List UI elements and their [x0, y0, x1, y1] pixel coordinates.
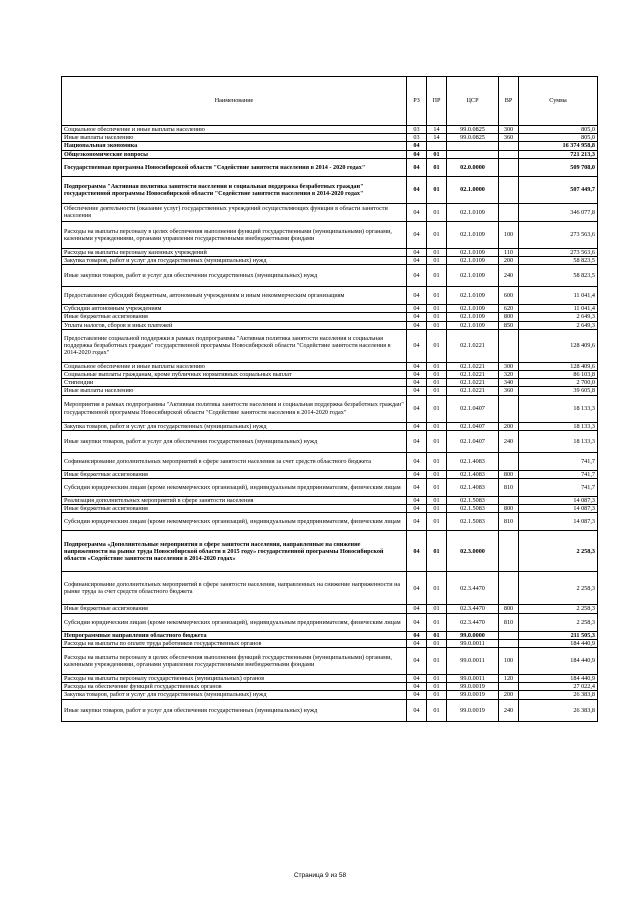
cell-pr: 01 [427, 430, 447, 452]
cell-name: Общеэкономические вопросы [62, 150, 407, 158]
table-row [62, 452, 598, 470]
cell-csr: 02.1.0407 [447, 395, 499, 422]
table-row [62, 683, 598, 691]
cell-rz: 04 [407, 691, 427, 699]
cell-rz: 04 [407, 479, 427, 497]
cell-rz: 04 [407, 362, 427, 370]
cell-vr: 320 [499, 371, 519, 379]
header-vr: ВР [499, 77, 519, 126]
cell-name: Субсидии юридическим лицам (кроме некоммерческих организаций), индивидуальным предпринимателям, физическим лицам [62, 613, 407, 631]
cell-sum: 273 563,6 [519, 221, 598, 248]
cell-csr: 99.0.0019 [447, 691, 499, 699]
cell-vr [499, 452, 519, 470]
cell-pr: 01 [427, 422, 447, 430]
cell-pr: 01 [427, 513, 447, 531]
cell-csr: 02.3.4470 [447, 572, 499, 605]
cell-name: Уплата налогов, сборов и иных платежей [62, 321, 407, 329]
table-row [62, 150, 598, 158]
cell-pr: 01 [427, 379, 447, 387]
cell-pr: 01 [427, 631, 447, 639]
cell-pr: 01 [427, 150, 447, 158]
cell-csr: 02.1.0109 [447, 257, 499, 265]
cell-rz: 04 [407, 305, 427, 313]
cell-name: Иные выплаты населению [62, 387, 407, 395]
cell-rz: 04 [407, 313, 427, 321]
table-row [62, 639, 598, 647]
cell-sum: 2 258,3 [519, 531, 598, 572]
cell-sum: 184 440,9 [519, 648, 598, 675]
cell-vr: 240 [499, 430, 519, 452]
cell-name: Иные бюджетные ассигнования [62, 605, 407, 613]
table-row [62, 313, 598, 321]
cell-vr [499, 158, 519, 176]
cell-sum: 805,0 [519, 126, 598, 134]
cell-name: Субсидии юридическим лицам (кроме некоммерческих организаций), индивидуальным предпринимателям, физическим лицам [62, 479, 407, 497]
cell-name: Национальная экономика [62, 142, 407, 150]
cell-csr: 02.1.0407 [447, 422, 499, 430]
cell-csr: 02.1.0109 [447, 305, 499, 313]
cell-name: Иные бюджетные ассигнования [62, 313, 407, 321]
cell-csr: 02.1.0109 [447, 313, 499, 321]
cell-sum: 184 440,9 [519, 639, 598, 647]
cell-rz: 04 [407, 371, 427, 379]
cell-csr: 99.0.0825 [447, 134, 499, 142]
table-row [62, 176, 598, 203]
cell-vr: 100 [499, 221, 519, 248]
cell-name: Иные выплаты населению [62, 134, 407, 142]
cell-pr: 01 [427, 395, 447, 422]
cell-pr: 01 [427, 648, 447, 675]
cell-sum: 27 022,4 [519, 683, 598, 691]
cell-name: Предоставление субсидий бюджетным, автономным учреждениям и иным некоммерческим организациям [62, 287, 407, 305]
cell-rz: 04 [407, 395, 427, 422]
cell-vr [499, 176, 519, 203]
cell-sum: 721 213,3 [519, 150, 598, 158]
cell-name: Государственная программа Новосибирской области "Содействие занятости населения в 2014 - 2020 годах" [62, 158, 407, 176]
table-row [62, 329, 598, 362]
cell-csr: 99.0.0825 [447, 126, 499, 134]
table-row [62, 362, 598, 370]
table-row [62, 631, 598, 639]
cell-rz: 04 [407, 531, 427, 572]
cell-rz: 04 [407, 422, 427, 430]
cell-pr: 01 [427, 691, 447, 699]
cell-vr [499, 631, 519, 639]
table-row [62, 221, 598, 248]
table-row [62, 387, 598, 395]
cell-pr: 01 [427, 497, 447, 505]
cell-csr: 02.1.0221 [447, 379, 499, 387]
header-sum: Сумма [519, 77, 598, 126]
header-csr: ЦСР [447, 77, 499, 126]
table-row [62, 531, 598, 572]
cell-rz: 04 [407, 158, 427, 176]
table-row [62, 422, 598, 430]
cell-sum: 273 563,6 [519, 248, 598, 256]
cell-pr: 01 [427, 158, 447, 176]
cell-name: Подпрограмма «Дополнительные мероприятия в сфере занятости населения, направленные на снижение напряженности на рынке труда Новосибирской области в 2015 году» государственной программы Новосибирской области «Содействие занятости населения в 2014-2020 годах» [62, 531, 407, 572]
cell-rz: 04 [407, 248, 427, 256]
cell-rz: 04 [407, 452, 427, 470]
cell-name: Субсидии юридическим лицам (кроме некоммерческих организаций), индивидуальным предпринимателям, физическим лицам [62, 513, 407, 531]
table-row [62, 648, 598, 675]
table-row [62, 287, 598, 305]
cell-sum: 26 383,8 [519, 691, 598, 699]
cell-rz: 04 [407, 203, 427, 221]
cell-rz: 04 [407, 513, 427, 531]
cell-rz: 04 [407, 699, 427, 721]
cell-vr [499, 531, 519, 572]
cell-name: Иные бюджетные ассигнования [62, 470, 407, 478]
cell-pr: 01 [427, 572, 447, 605]
cell-csr: 02.1.4083 [447, 470, 499, 478]
header-rz: РЗ [407, 77, 427, 126]
cell-vr: 300 [499, 362, 519, 370]
cell-vr [499, 683, 519, 691]
cell-vr: 240 [499, 265, 519, 287]
cell-name: Реализация дополнительных мероприятий в сфере занятости населения [62, 497, 407, 505]
cell-name: Закупка товаров, работ и услуг для государственных (муниципальных) нужд [62, 691, 407, 699]
cell-sum: 509 708,0 [519, 158, 598, 176]
table-row [62, 321, 598, 329]
cell-vr: 300 [499, 126, 519, 134]
cell-rz: 04 [407, 683, 427, 691]
cell-sum: 2 258,3 [519, 572, 598, 605]
cell-csr [447, 142, 499, 150]
cell-csr: 02.1.0221 [447, 387, 499, 395]
cell-pr: 01 [427, 613, 447, 631]
cell-pr: 01 [427, 329, 447, 362]
cell-vr: 800 [499, 605, 519, 613]
cell-sum: 805,0 [519, 134, 598, 142]
table-row [62, 513, 598, 531]
cell-rz: 04 [407, 176, 427, 203]
cell-sum: 16 374 958,8 [519, 142, 598, 150]
cell-name: Иные закупки товаров, работ и услуг для обеспечения государственных (муниципальных) нужд [62, 699, 407, 721]
cell-rz: 04 [407, 613, 427, 631]
cell-name: Расходы на выплаты персоналу в целях обеспечения выполнения функций государственными (муниципальными) органами, казенными учреждениями, органами управления государственными внебюджетными фондами [62, 221, 407, 248]
cell-csr: 99.0.0019 [447, 683, 499, 691]
cell-csr: 02.1.0221 [447, 329, 499, 362]
cell-rz: 04 [407, 572, 427, 605]
cell-csr: 99.0.0011 [447, 675, 499, 683]
cell-pr: 01 [427, 470, 447, 478]
cell-name: Иные закупки товаров, работ и услуг для обеспечения государственных (муниципальных) нужд [62, 430, 407, 452]
cell-rz: 04 [407, 505, 427, 513]
cell-vr [499, 203, 519, 221]
cell-csr: 02.1.4083 [447, 452, 499, 470]
cell-pr: 01 [427, 221, 447, 248]
cell-rz: 04 [407, 265, 427, 287]
cell-name: Софинансирование дополнительных мероприятий в сфере занятости населения, направленных на снижение напряженности на рынке труда за счет средств областного бюджета [62, 572, 407, 605]
cell-pr: 01 [427, 371, 447, 379]
cell-sum: 18 133,3 [519, 430, 598, 452]
cell-vr: 240 [499, 699, 519, 721]
cell-sum: 86 103,8 [519, 371, 598, 379]
cell-rz: 04 [407, 387, 427, 395]
table-row [62, 605, 598, 613]
cell-csr: 02.1.0109 [447, 287, 499, 305]
cell-pr: 01 [427, 605, 447, 613]
cell-pr: 01 [427, 639, 447, 647]
table-row [62, 158, 598, 176]
cell-sum: 2 258,3 [519, 605, 598, 613]
cell-sum: 11 041,4 [519, 305, 598, 313]
cell-sum: 128 409,6 [519, 329, 598, 362]
cell-rz: 04 [407, 257, 427, 265]
cell-rz: 04 [407, 631, 427, 639]
cell-sum: 26 383,8 [519, 699, 598, 721]
cell-csr: 99.0.0019 [447, 699, 499, 721]
cell-csr: 99.0.0011 [447, 648, 499, 675]
cell-sum: 39 605,8 [519, 387, 598, 395]
cell-pr: 01 [427, 452, 447, 470]
table-row [62, 470, 598, 478]
header-name: Наименование [62, 77, 407, 126]
table-row [62, 613, 598, 631]
cell-pr: 01 [427, 387, 447, 395]
cell-name: Расходы на выплаты персоналу государственных (муниципальных) органов [62, 675, 407, 683]
cell-csr: 02.1.5083 [447, 505, 499, 513]
cell-rz: 04 [407, 150, 427, 158]
table-row [62, 497, 598, 505]
cell-vr: 810 [499, 613, 519, 631]
table-header-row [62, 77, 598, 126]
cell-name: Закупка товаров, работ и услуг для государственных (муниципальных) нужд [62, 422, 407, 430]
budget-table [61, 76, 598, 722]
cell-sum: 2 700,0 [519, 379, 598, 387]
cell-vr: 110 [499, 248, 519, 256]
cell-rz: 04 [407, 675, 427, 683]
table-row [62, 248, 598, 256]
table-row [62, 430, 598, 452]
cell-csr: 99.0.0000 [447, 631, 499, 639]
cell-csr: 02.1.0407 [447, 430, 499, 452]
cell-vr: 800 [499, 470, 519, 478]
cell-vr: 200 [499, 257, 519, 265]
table-row [62, 134, 598, 142]
cell-vr: 200 [499, 691, 519, 699]
cell-sum: 14 087,3 [519, 505, 598, 513]
cell-rz: 04 [407, 605, 427, 613]
cell-pr: 14 [427, 134, 447, 142]
cell-pr: 01 [427, 248, 447, 256]
cell-sum: 507 449,7 [519, 176, 598, 203]
cell-rz: 04 [407, 430, 427, 452]
cell-sum: 58 823,5 [519, 257, 598, 265]
cell-name: Иные бюджетные ассигнования [62, 505, 407, 513]
cell-name: Непрограммные направления областного бюджета [62, 631, 407, 639]
cell-vr: 810 [499, 479, 519, 497]
cell-pr: 01 [427, 479, 447, 497]
cell-pr: 01 [427, 699, 447, 721]
cell-sum: 14 087,3 [519, 497, 598, 505]
cell-name: Подпрограмма "Активная политика занятости населения и социальная поддержка безработных граждан" государственной программы Новосибирской области "Содействие занятости населения в 2014-2020 годах" [62, 176, 407, 203]
cell-rz: 04 [407, 321, 427, 329]
cell-pr: 01 [427, 683, 447, 691]
cell-sum: 741,7 [519, 470, 598, 478]
cell-pr: 01 [427, 675, 447, 683]
cell-pr: 01 [427, 265, 447, 287]
cell-name: Расходы на выплаты по оплате труда работников государственных органов [62, 639, 407, 647]
cell-csr: 02.1.0109 [447, 221, 499, 248]
table-row [62, 572, 598, 605]
cell-sum: 211 505,3 [519, 631, 598, 639]
cell-pr: 01 [427, 305, 447, 313]
cell-vr: 360 [499, 387, 519, 395]
cell-csr: 02.3.4470 [447, 613, 499, 631]
cell-vr [499, 639, 519, 647]
cell-pr: 01 [427, 203, 447, 221]
cell-name: Социальное обеспечение и иные выплаты населению [62, 362, 407, 370]
cell-sum: 184 440,9 [519, 675, 598, 683]
header-pr: ПР [427, 77, 447, 126]
cell-vr: 810 [499, 513, 519, 531]
cell-csr: 02.1.0109 [447, 265, 499, 287]
cell-pr: 01 [427, 176, 447, 203]
cell-pr: 01 [427, 257, 447, 265]
cell-vr: 360 [499, 134, 519, 142]
cell-name: Расходы на обеспечение функций государственных органов [62, 683, 407, 691]
cell-rz: 04 [407, 497, 427, 505]
cell-csr: 02.1.5083 [447, 497, 499, 505]
cell-name: Социальные выплаты гражданам, кроме публичных нормативных социальных выплат [62, 371, 407, 379]
cell-name: Софинансирование дополнительных мероприятий в сфере занятости населения за счет средств областного бюджета [62, 452, 407, 470]
cell-csr [447, 150, 499, 158]
table-row [62, 675, 598, 683]
cell-pr: 01 [427, 362, 447, 370]
cell-vr [499, 497, 519, 505]
cell-pr [427, 142, 447, 150]
table-row [62, 257, 598, 265]
cell-sum: 18 133,3 [519, 395, 598, 422]
cell-rz: 04 [407, 470, 427, 478]
cell-vr: 620 [499, 305, 519, 313]
cell-sum: 11 041,4 [519, 287, 598, 305]
cell-sum: 741,7 [519, 452, 598, 470]
cell-rz: 04 [407, 648, 427, 675]
cell-sum: 346 077,8 [519, 203, 598, 221]
cell-sum: 2 258,3 [519, 613, 598, 631]
cell-csr: 02.3.4470 [447, 605, 499, 613]
cell-csr: 02.1.0221 [447, 371, 499, 379]
cell-vr: 800 [499, 313, 519, 321]
cell-name: Закупка товаров, работ и услуг для государственных (муниципальных) нужд [62, 257, 407, 265]
cell-name: Расходы на выплаты персоналу в целях обеспечения выполнения функций государственными (муниципальными) органами, казенными учреждениями, органами управления государственными внебюджетными фондами [62, 648, 407, 675]
cell-csr: 02.0.0000 [447, 158, 499, 176]
cell-csr: 02.1.0109 [447, 321, 499, 329]
cell-rz: 04 [407, 142, 427, 150]
table-row [62, 505, 598, 513]
cell-sum: 741,7 [519, 479, 598, 497]
cell-vr [499, 142, 519, 150]
cell-vr: 850 [499, 321, 519, 329]
cell-name: Субсидии автономным учреждениям [62, 305, 407, 313]
table-row [62, 126, 598, 134]
cell-name: Предоставление социальной поддержки в рамках подпрограммы "Активная политика занятости населения и социальная поддержка безработных граждан" государственной программы Новосибирской области "Содействие занятости населения в 2014-2020 годах" [62, 329, 407, 362]
cell-name: Иные закупки товаров, работ и услуг для обеспечения государственных (муниципальных) нужд [62, 265, 407, 287]
cell-name: Социальное обеспечение и иные выплаты населению [62, 126, 407, 134]
table-row [62, 691, 598, 699]
cell-csr: 99.0.0011 [447, 639, 499, 647]
table-row [62, 699, 598, 721]
cell-pr: 01 [427, 313, 447, 321]
cell-csr: 02.1.0221 [447, 362, 499, 370]
table-row [62, 265, 598, 287]
cell-name: Расходы на выплаты персоналу казенных учреждений [62, 248, 407, 256]
cell-rz: 03 [407, 134, 427, 142]
cell-sum: 2 649,3 [519, 313, 598, 321]
cell-vr: 800 [499, 505, 519, 513]
cell-csr: 02.1.0000 [447, 176, 499, 203]
cell-vr: 340 [499, 379, 519, 387]
table-row [62, 371, 598, 379]
cell-rz: 04 [407, 221, 427, 248]
table-row [62, 203, 598, 221]
cell-pr: 01 [427, 505, 447, 513]
table-row [62, 305, 598, 313]
cell-csr: 02.1.0109 [447, 203, 499, 221]
cell-csr: 02.3.0000 [447, 531, 499, 572]
cell-name: Стипендии [62, 379, 407, 387]
cell-sum: 14 087,3 [519, 513, 598, 531]
cell-sum: 128 409,6 [519, 362, 598, 370]
cell-pr: 01 [427, 531, 447, 572]
cell-rz: 04 [407, 287, 427, 305]
cell-vr: 100 [499, 648, 519, 675]
cell-pr: 01 [427, 321, 447, 329]
cell-sum: 58 823,5 [519, 265, 598, 287]
cell-rz: 03 [407, 126, 427, 134]
cell-vr [499, 150, 519, 158]
cell-csr: 02.1.0109 [447, 248, 499, 256]
cell-rz: 04 [407, 379, 427, 387]
cell-rz: 04 [407, 639, 427, 647]
cell-vr: 200 [499, 422, 519, 430]
table-row [62, 379, 598, 387]
cell-sum: 2 649,3 [519, 321, 598, 329]
cell-csr: 02.1.5083 [447, 513, 499, 531]
cell-vr [499, 329, 519, 362]
cell-vr: 600 [499, 287, 519, 305]
page-number: Страница 9 из 58 [293, 872, 347, 879]
cell-name: Обеспечение деятельности (оказание услуг) государственных учреждений осуществляющих функции в области занятости населения [62, 203, 407, 221]
table-row [62, 479, 598, 497]
cell-csr: 02.1.4083 [447, 479, 499, 497]
table-row [62, 395, 598, 422]
table-body [62, 126, 598, 722]
cell-vr [499, 572, 519, 605]
cell-vr [499, 395, 519, 422]
cell-vr: 120 [499, 675, 519, 683]
cell-sum: 18 133,3 [519, 422, 598, 430]
cell-name: Мероприятия в рамках подпрограммы "Активная политика занятости населения и социальная поддержка безработных граждан" государственной программы Новосибирской области "Содействие занятости населения в 2014-2020 годах" [62, 395, 407, 422]
cell-rz: 04 [407, 329, 427, 362]
cell-pr: 14 [427, 126, 447, 134]
cell-pr: 01 [427, 287, 447, 305]
table-row [62, 142, 598, 150]
